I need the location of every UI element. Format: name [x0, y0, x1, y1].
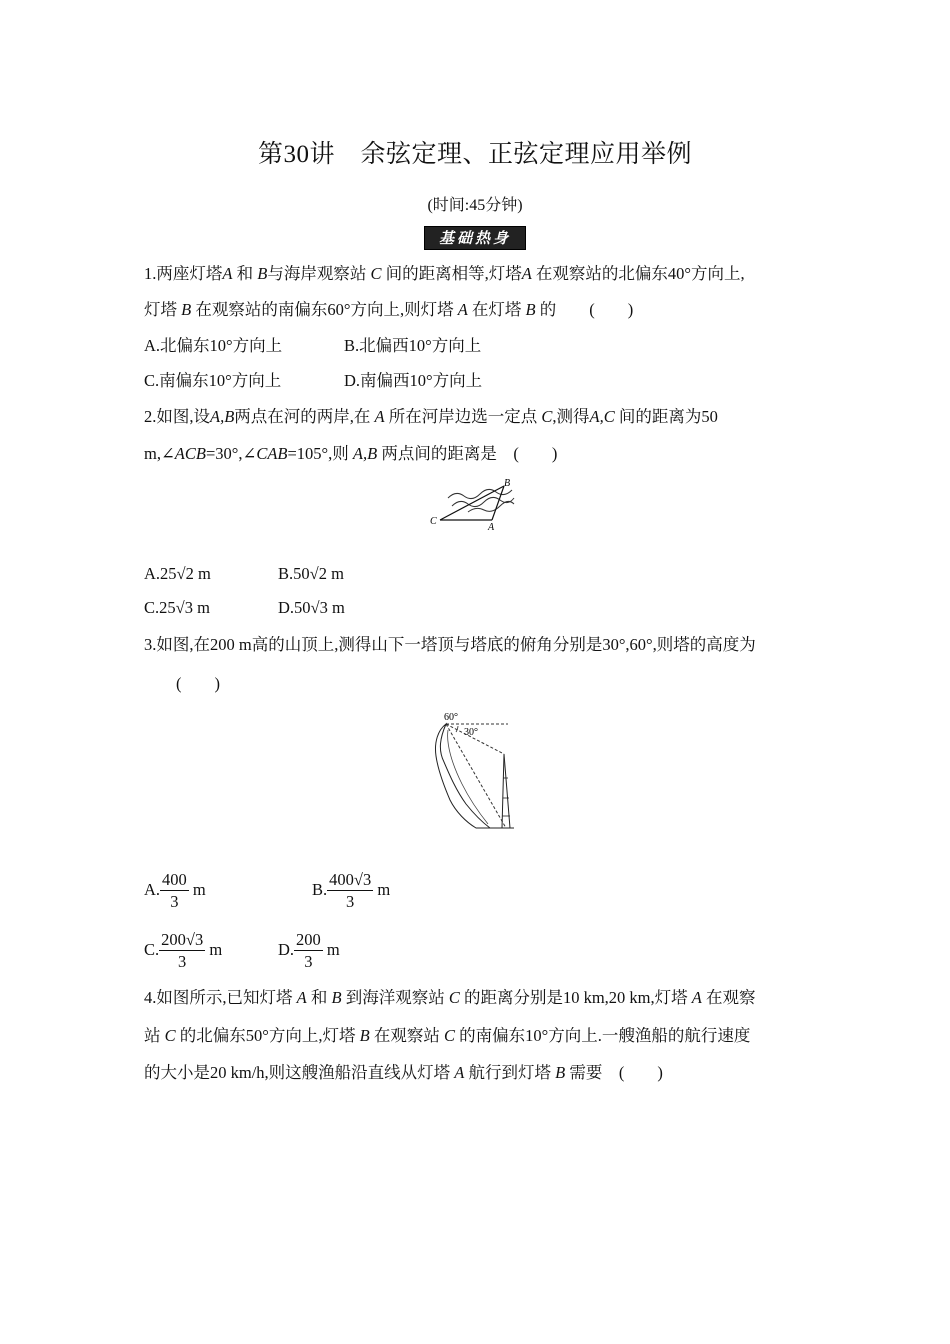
q4-stem-line3: 的大小是20 km/h,则这艘渔船沿直线从灯塔 A 航行到灯塔 B 需要 ( ) — [144, 1063, 663, 1082]
q1-stem-line1: 1.两座灯塔A 和 B与海岸观察站 C 间的距离相等,灯塔A 在观察站的北偏东40°方向上, — [144, 264, 745, 283]
q1-option-d[interactable]: D.南偏西10°方向上 — [344, 371, 483, 390]
section-badge: 基础热身 — [424, 226, 526, 250]
time-limit: (时间:45分钟) — [427, 197, 523, 214]
q3-stem-line1: 3.如图,在200 m高的山顶上,测得山下一塔顶与塔底的俯角分别是30°,60°,则塔的高度为 — [144, 635, 756, 654]
q2-stem-line1: 2.如图,设A,B两点在河的两岸,在 A 所在河岸边选一定点 C,测得A,C 间的距离为50 — [144, 407, 718, 426]
q2-fig-label-c: C — [430, 516, 437, 527]
q2-option-d[interactable]: D.50√3 m — [278, 598, 345, 617]
q4-stem-line1: 4.如图所示,已知灯塔 A 和 B 到海洋观察站 C 的距离分别是10 km,20 km,灯塔 A 在观察 — [144, 988, 756, 1007]
q3-option-d[interactable]: D. $\frac{200}{3}$ m — [278, 929, 340, 971]
q3-option-a[interactable]: A. $\frac{400}{3}$ m — [144, 869, 206, 911]
q1-stem-line2: 灯塔 B 在观察站的南偏东60°方向上,则灯塔 A 在灯塔 B 的 ( ) — [144, 300, 634, 319]
q2-stem-line2: m,∠ACB=30°,∠CAB=105°,则 A,B 两点间的距离是 ( ) — [144, 444, 558, 463]
q2-option-c[interactable]: C.25√3 m — [144, 598, 210, 617]
q1-option-a[interactable]: A.北偏东10°方向上 — [144, 336, 283, 355]
q2-option-b[interactable]: B.50√2 m — [278, 564, 344, 583]
q1-option-b[interactable]: B.北偏西10°方向上 — [344, 336, 482, 355]
q1-option-c[interactable]: C.南偏东10°方向上 — [144, 371, 282, 390]
q2-option-a[interactable]: A.25√2 m — [144, 564, 211, 583]
q2-fig-label-b: B — [504, 478, 511, 489]
q2-fig-label-a: A — [488, 522, 495, 532]
q2-river-figure — [428, 476, 524, 532]
q3-mountain-figure — [430, 708, 514, 834]
q3-option-b[interactable]: B. $\frac{400√3}{3}$ m — [312, 869, 391, 911]
q3-angle-60-label: 60° — [444, 712, 458, 723]
q3-angle-30-label: 30° — [464, 727, 478, 738]
q3-option-c[interactable]: C. $\frac{200√3}{3}$ m — [144, 929, 223, 971]
q4-stem-line2: 站 C 的北偏东50°方向上,灯塔 B 在观察站 C 的南偏东10°方向上.一艘渔船的航行速度 — [144, 1026, 751, 1045]
q3-answer-paren: ( ) — [176, 674, 220, 693]
page-title: 第30讲 余弦定理、正弦定理应用举例 — [257, 141, 692, 168]
